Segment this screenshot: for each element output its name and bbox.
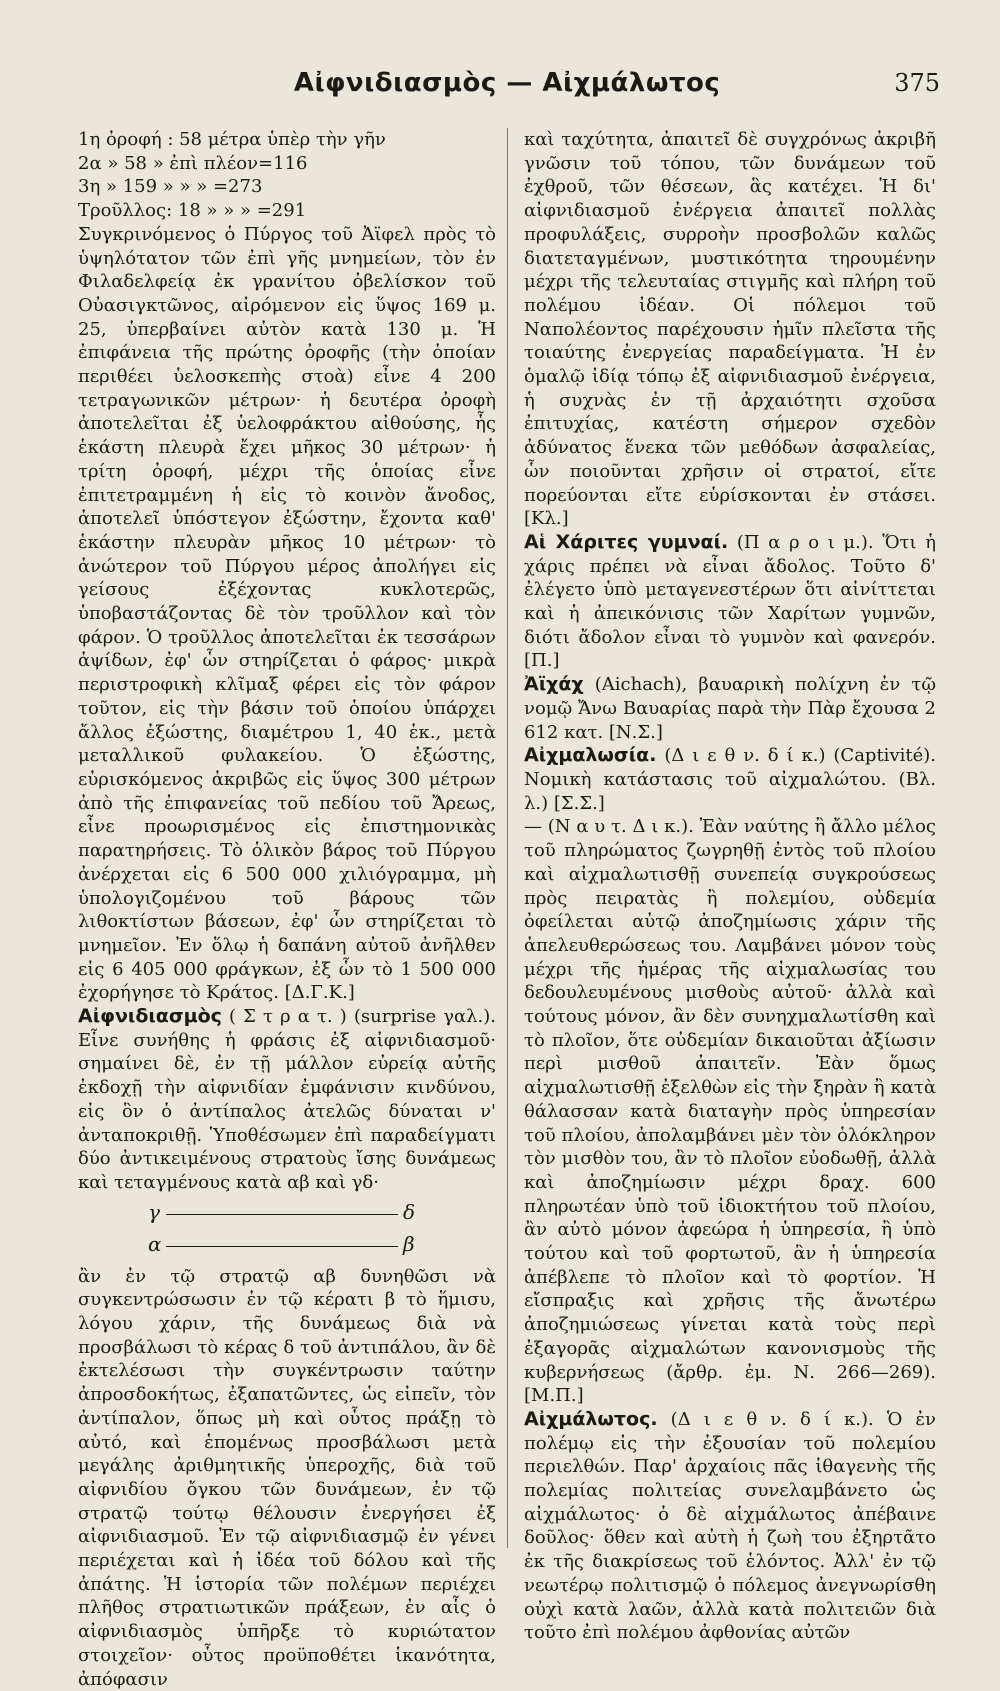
left-column xyxy=(78,128,496,1690)
entry-headword: Ἀϊχάχ xyxy=(524,673,584,696)
entry-headword: Αἱ Χάριτες γυμναί. xyxy=(524,530,729,553)
paragraph-aifnidiasmos-end: καὶ ταχύτητα, ἀπαιτεῖ δὲ συγχρόνως ἀκριβῆ γνῶσιν τοῦ τόπου, τῶν δυνάμεων τοῦ ἐχθροῦ, τῶν θέσεων, ἃς κατέχει. Ἡ δι' αἰφνιδιασμοῦ ἐνέργεια ἀπαιτεῖ πολλὰς προφυλάξεις, συρροὴν προσβολῶν καλῶς διατεταγμένων, μυστικότητα τηρουμένην μέχρι τῆς τελευταίας στιγμῆς καὶ πλήρη τοῦ πολέμου ἰδέαν. Οἱ πόλεμοι τοῦ Ναπολέοντος παρέχουσιν ἡμῖν πλεῖστα τῆς τοιαύτης ἐνεργείας παραδείγματα. Ἡ ἐν ὁμαλῷ ἰδίᾳ τόπῳ ἐξ αἰφνιδιασμοῦ ἐνέργεια, ἡ συχνὰς ἐν τῇ ἀρχαιότητι σχοῦσα ἐπιτυχίας, κατέστη σήμερον σχεδὸν ἀδύνατος ἕνεκα τῶν μεθόδων ἀσφαλείας, ὧν ποιοῦνται χρῆσιν οἱ στρατοί, εἴτε πορεύονται εἴτε εὑρίσκονται ἐν στάσει. [Κλ.] xyxy=(524,129,936,530)
entry-charites xyxy=(524,531,936,673)
paragraph-eiffel: Συγκρινόμενος ὁ Πύργος τοῦ Ἀϊφελ πρὸς τὸ ὑψηλότατον τῶν ἐπὶ γῆς μνημείων, τὸν ἐν Φιλαδελφείᾳ ἐκ γρανίτου ὀβελίσκον τοῦ Οὐασιγκτῶνος, αἰρόμενον εἰς ὕψος 169 μ. 25, ὑπερβαίνει αὐτὸν κατὰ 130 μ. Ἡ ἐπιφάνεια τῆς πρώτης ὀροφῆς (τὴν ὁποίαν περιθέει ὑελοσκεπὴς στοὰ) εἶνε 4 200 τετραγωνικῶν μέτρων· ἡ δευτέρα ὀροφὴ ἀποτελεῖται ἐξ ὑελοφράκτου αἰθούσης, ἧς ἑκάστη πλευρὰ ἔχει μῆκος 30 μέτρων· ἡ τρίτη ὀροφή, μέχρι τῆς ὁποίας εἶνε ἐπιτετραμμένη ἡ εἰς τὸ κοινὸν ἄνοδος, ἀποτελεῖ ὑπόστεγον ἐξώστην, ἔχοντα καθ' ἑκάστην πλευρὰν μῆκος 10 μέτρων· τὸ ἀνώτερον τοῦ Πύργου μέρος ἀπολήγει εἰς γείσους ἐξέχοντας κυκλοτερῶς, ὑποβαστάζοντας δὲ τὸν τροῦλλον καὶ τὸν φάρον. Ὁ τροῦλλος ἀποτελεῖται ἐκ τεσσάρων ἀψίδων, ἐφ' ὧν στηρίζεται ὁ φάρος· μικρὰ περιστροφικὴ κλῖμαξ φέρει εἰς τὸν φάρον τοῦτον, εἰς τὴν βάσιν τοῦ ὁποίου ὑπάρχει ἄλλος ἐξώστης, διαμέτρου 1, 40 ἑκ., μετὰ μεταλλικοῦ φυλακείου. Ὁ ἐξώστης, εὑρισκόμενος ἀκριβῶς εἰς ὕψος 300 μέτρων ἀπὸ τῆς ἐπιφανείας τοῦ πεδίου τοῦ Ἄρεως, εἶνε προωρισμένος εἰς ἐπιστημονικὰς παρατηρήσεις. Τὸ ὁλικὸν βάρος τοῦ Πύργου ἀνέρχεται εἰς 6 500 000 χιλιόγραμμα, μὴ ὑπολογιζομένου τοῦ βάρους τῶν λιθοκτίστων βάσεων, ἐφ' ὧν στηρίζεται τὸ μνημεῖον. Ἐν ὅλῳ ἡ δαπάνη αὐτοῦ ἀνῆλθεν εἰς 6 405 000 φράγκων, ἐξ ὧν τὸ 1 500 000 ἐχορήγησε τὸ Κράτος. [Δ.Γ.Κ.] xyxy=(78,223,496,1004)
entry-body: (Δ ι ε θ ν. δ ί κ.) (Captivité). Νομικὴ κατάστασις τοῦ αἰχμαλώτου. (Βλ. λ.) [Σ.Σ.] xyxy=(524,745,936,814)
diagram-label-alpha: α xyxy=(148,1231,162,1256)
height-table-row: 1η ὀροφή : 58 μέτρα ὑπὲρ τὴν γῆν xyxy=(78,129,386,150)
page-number: 375 xyxy=(894,69,940,97)
page-header xyxy=(60,68,940,108)
height-table-row: 3η » 159 » » » =273 xyxy=(78,176,263,198)
right-column xyxy=(524,128,936,1644)
diagram-line-top xyxy=(166,1214,398,1215)
diagram-label-delta: δ xyxy=(403,1199,416,1224)
entry-aifnidiasmos xyxy=(78,1005,496,1195)
army-diagram xyxy=(78,1201,496,1261)
entry-aichmalotos xyxy=(524,1408,936,1645)
height-table-row: Τροῦλλος: 18 » » » =291 xyxy=(78,200,307,222)
diagram-label-gamma: γ xyxy=(148,1199,160,1224)
entry-body: (Δ ι ε θ ν. δ ί κ.). Ὁ ἐν πολέμῳ εἰς τὴν ἐξουσίαν τοῦ πολεμίου περιελθών. Παρ' ἀρχαίοις πᾶς ἰθαγενὴς τῆς πολεμίας πολιτείας συνελαμβάνετο ὡς αἰχμάλωτος· ὁ δὲ αἰχμάλωτος ἀπέβαινε δοῦλος· ὅθεν καὶ αὐτὴ ἡ ζωὴ του ἐξηρτᾶτο ἐκ τῆς διακρίσεως τοῦ ἑλόντος. Ἀλλ' ἐν τῷ νεωτέρῳ πολιτισμῷ ὁ πόλεμος ἀνεγνωρίσθη οὐχὶ κατὰ λαῶν, ἀλλὰ κατὰ πολιτειῶν διὰ τοῦτο ἐπὶ πολέμου ἀφθονίας αὐτῶν xyxy=(524,1408,936,1644)
diagram-label-beta: β xyxy=(403,1231,415,1256)
entry-headword: Αἰφνιδιασμὸς xyxy=(78,1005,222,1028)
entry-body: (Π α ρ ο ι μ.). Ὅτι ἡ χάρις πρέπει νὰ εἶναι ἄδολος. Τοῦτο δ' ἐλέγετο ὑπὸ μεταγενεστέρων ὅτι αἰνίττεται καὶ ἡ ἀπεικόνισις τῶν Χαρίτων γυμνῶν, διότι ἄδολον εἶναι τὸ γυμνὸν καὶ φανερόν. [Π.] xyxy=(524,531,936,672)
entry-body: ( Σ τ ρ α τ. ) (surprise γαλ.). Εἶνε συνήθης ἡ φράσις ἐξ αἰφνιδιασμοῦ· σημαίνει δὲ, ἐν τῇ μάλλον εὐρείᾳ αὐτῆς ἐκδοχῇ τὴν αἰφνιδίαν ἐμφάνισιν κινδύνου, εἰς ὃν ὁ ἀντίπαλος ἀτελῶς δύναται ν' ἀνταποκριθῇ. Ὑποθέσωμεν ἐπὶ παραδείγματι δύο ἀντικειμένους στρατοὺς ἴσης δυνάμεως καὶ τεταγμένους κατὰ αβ καὶ γδ· xyxy=(78,1006,496,1193)
column-divider xyxy=(507,128,508,1548)
diagram-line-bottom xyxy=(166,1246,398,1247)
entry-headword: Αἰχμαλωσία. xyxy=(524,744,657,767)
height-table-row: 2α » 58 » ἐπὶ πλέον=116 xyxy=(78,152,308,174)
entry-aichmalosia xyxy=(524,744,936,815)
running-head: Αἰφνιδιασμὸς — Αἰχμάλωτος xyxy=(293,68,721,98)
entry-body: (Aichach), βαυαρικὴ πολίχνη ἐν τῷ νομῷ Ἄνω Βαυαρίας παρὰ τὴν Πὰρ ἔχουσα 2 612 κατ. [Ν.Σ.] xyxy=(524,674,936,743)
entry-aichmalosia-naut: — (Ν α υ τ. Δ ι κ.). Ἐὰν ναύτης ἢ ἄλλο μέλος τοῦ πληρώματος ζωγρηθῇ ἐντὸς τοῦ πλοίου καὶ αἰχμαλωτισθῇ συνεπείᾳ συγκρούσεως πρὸς πειρατὰς ἢ πολεμίου, οὐδεμία ὀφείλεται αὐτῷ ἀποζημίωσις χάριν τῆς ἀπελευθερώσεως του. Λαμβάνει μόνον τοὺς μέχρι τῆς ἡμέρας τῆς αἰχμαλωσίας του δεδουλευμένους μισθοὺς αὐτοῦ· ἀλλὰ καὶ τούτους μόνον, ἂν δὲν συνηχμαλωτίσθη καὶ τὸ πλοῖον, ὅτε οὐδεμίαν δικαιοῦται ἀξίωσιν περὶ μισθοῦ ἀπαιτεῖν. Ἐὰν ὅμως αἰχμαλωτισθῇ ἐξελθὼν εἰς τὴν ξηρὰν ἢ κατὰ θάλασσαν κατὰ διαταγὴν πρὸς ὑπηρεσίαν τοῦ πλοίου, ἀπολαμβάνει μὲν τὸν ὁλόκληρον τὸν μισθὸν του, ἂν τὸ πλοῖον εὐοδωθῇ, ἀλλὰ καὶ ἀποζημίωσιν μέχρι δραχ. 600 πληρωτέαν ὑπὸ τοῦ ἰδιοκτήτου τοῦ πλοίου, ἂν αὐτὸ μόνον ἀφεώρα ἡ ὑπηρεσία, ἢ ὑπὸ τούτου καὶ τοῦ φορτωτοῦ, ἂν ἡ ὑπηρεσία ἀπέβλεπε τὸ πλοῖον καὶ τὸ φορτίον. Ἡ εἴσπραξις καὶ χρῆσις τῆς ἄνωτέρω ἀποζημιώσεως γίνεται κατὰ τοὺς περὶ ἐξαγορᾶς αἰχμαλώτων κανονισμοὺς τῆς κυβερνήσεως (ἄρθρ. ἐμ. Ν. 266—269). [Μ.Π.] xyxy=(524,816,936,1407)
entry-headword: Αἰχμάλωτος. xyxy=(524,1407,658,1430)
paragraph-aifnidiasmos-cont: ἂν ἐν τῷ στρατῷ αβ δυνηθῶσι νὰ συγκεντρώσωσιν ἐν τῷ κέρατι β τὸ ἥμισυ, λόγου χάριν, τῆς δυνάμεως διὰ νὰ προσβάλωσι τὸ κέρας δ τοῦ ἀντιπάλου, ἂν δὲ ἐκτελέσωσι τὴν συγκέντρωσιν ταύτην ἀπροσδοκήτως, ἐξαπατῶντες, ὡς εἰπεῖν, τὸν ἀντίπαλον, ὅπως μὴ καὶ οὗτος πράξῃ τὸ αὐτό, καὶ ἑπομένως προσβάλωσι μετὰ μεγάλης ἀριθμητικῆς ὑπεροχῆς, διὰ τοῦ αἰφνιδίου ὄγκου τῶν δυνάμεων, ἐν τῷ στρατῷ τούτῳ θέλουσιν ἐνεργήσει ἐξ αἰφνιδιασμοῦ. Ἐν τῷ αἰφνιδιασμῷ ἐν γένει περιέχεται καὶ ἡ ἰδέα τοῦ δόλου καὶ τῆς ἀπάτης. Ἡ ἱστορία τῶν πολέμων περιέχει πλῆθος στρατιωτικῶν πράξεων, ἐν αἷς ὁ αἰφνιδιασμὸς ὑπῆρξε τὸ κυριώτατον στοιχεῖον· οὗτος προϋποθέτει ἱκανότητα, ἀπόφασιν xyxy=(78,1265,496,1690)
entry-aichach xyxy=(524,673,936,744)
